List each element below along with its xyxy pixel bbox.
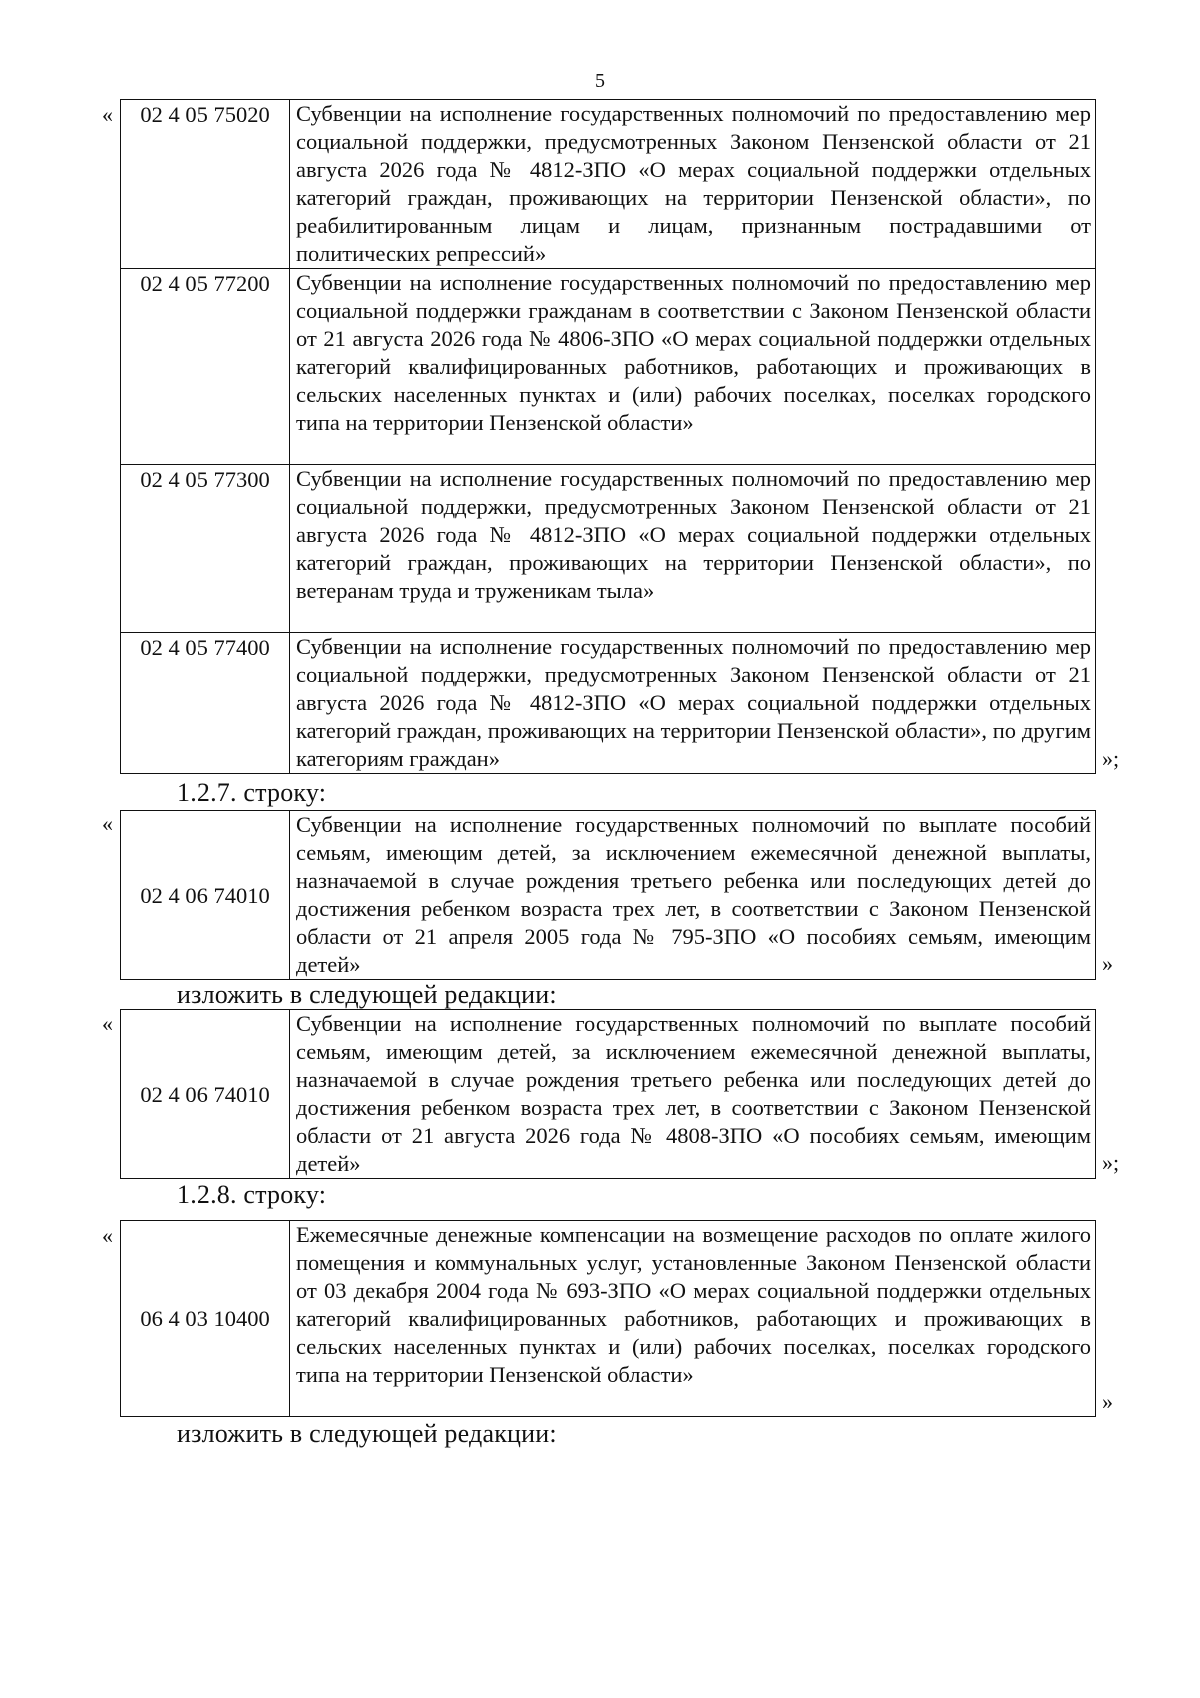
budget-code: 02 4 05 75020 [121, 100, 290, 269]
amendment-table-1 [120, 99, 1096, 774]
budget-code: 06 4 03 10400 [121, 1221, 290, 1417]
table-row [121, 269, 1096, 465]
row-description: Ежемесячные денежные компенсации на возмещение расходов по оплате жилого помещения и коммунальных услуг, установленные Законом Пензенской области от 03 декабря 2004 года № 693-ЗПО «О мерах социальной поддержки отдельных категорий квалифицированных работников, работающих и проживающих в сельских населенных пунктах и (или) рабочих поселках, поселках городского типа на территории Пензенской области» [290, 1221, 1096, 1417]
budget-code: 02 4 05 77400 [121, 633, 290, 774]
edit-instruction: изложить в следующей редакции: [177, 980, 557, 1009]
row-description: Субвенции на исполнение государственных полномочий по предоставлению мер социальной поддержки, предусмотренных Законом Пензенской области от 21 августа 2026 года № 4812-ЗПО «О мерах социальной поддержки отдельных категорий граждан, проживающих на территории Пензенской области», по другим категориям граждан» [290, 633, 1096, 774]
amendment-table-2 [120, 810, 1096, 980]
amendment-table-3 [120, 1009, 1096, 1179]
page-number: 5 [595, 70, 605, 92]
budget-code: 02 4 06 74010 [121, 1010, 290, 1179]
row-description: Субвенции на исполнение государственных полномочий по предоставлению мер социальной поддержки, предусмотренных Законом Пензенской области от 21 августа 2026 года № 4812-ЗПО «О мерах социальной поддержки отдельных категорий граждан, проживающих на территории Пензенской области», по реабилитированным лицам и лицам, признанным пострадавшими от политических репрессий» [290, 100, 1096, 269]
close-quote: » [1102, 951, 1113, 976]
table-row [121, 100, 1096, 269]
open-quote: « [102, 1011, 113, 1036]
paragraph-1-2-8: 1.2.8. строку: [177, 1180, 327, 1209]
row-description: Субвенции на исполнение государственных полномочий по предоставлению мер социальной поддержки гражданам в соответствии с Законом Пензенской области от 21 августа 2026 года № 4806-ЗПО «О мерах социальной поддержки отдельных категорий квалифицированных работников, работающих и проживающих в сельских населенных пунктах и (или) рабочих поселках, поселках городского типа на территории Пензенской области» [290, 269, 1096, 465]
row-description: Субвенции на исполнение государственных полномочий по предоставлению мер социальной поддержки, предусмотренных Законом Пензенской области от 21 августа 2026 года № 4812-ЗПО «О мерах социальной поддержки отдельных категорий граждан, проживающих на территории Пензенской области», по ветеранам труда и труженикам тыла» [290, 465, 1096, 633]
table-row [121, 1010, 1096, 1179]
edit-instruction: изложить в следующей редакции: [177, 1419, 557, 1448]
close-quote: »; [1102, 746, 1120, 771]
table-row [121, 1221, 1096, 1417]
open-quote: « [102, 102, 113, 127]
close-quote: »; [1102, 1150, 1120, 1175]
budget-code: 02 4 05 77200 [121, 269, 290, 465]
budget-code: 02 4 05 77300 [121, 465, 290, 633]
table-row [121, 811, 1096, 980]
amendment-table-4 [120, 1220, 1096, 1417]
open-quote: « [102, 1223, 113, 1248]
budget-code: 02 4 06 74010 [121, 811, 290, 980]
close-quote: » [1102, 1389, 1113, 1414]
paragraph-1-2-7: 1.2.7. строку: [177, 778, 327, 807]
table-row [121, 465, 1096, 633]
row-description: Субвенции на исполнение государственных полномочий по выплате пособий семьям, имеющим детей, за исключением ежемесячной денежной выплаты, назначаемой в случае рождения третьего ребенка или последующих детей до достижения ребенком возраста трех лет, в соответствии с Законом Пензенской области от 21 августа 2026 года № 4808-ЗПО «О пособиях семьям, имеющим детей» [290, 1010, 1096, 1179]
table-row [121, 633, 1096, 774]
open-quote: « [102, 811, 113, 836]
row-description: Субвенции на исполнение государственных полномочий по выплате пособий семьям, имеющим детей, за исключением ежемесячной денежной выплаты, назначаемой в случае рождения третьего ребенка или последующих детей до достижения ребенком возраста трех лет, в соответствии с Законом Пензенской области от 21 апреля 2005 года № 795-ЗПО «О пособиях семьям, имеющим детей» [290, 811, 1096, 980]
